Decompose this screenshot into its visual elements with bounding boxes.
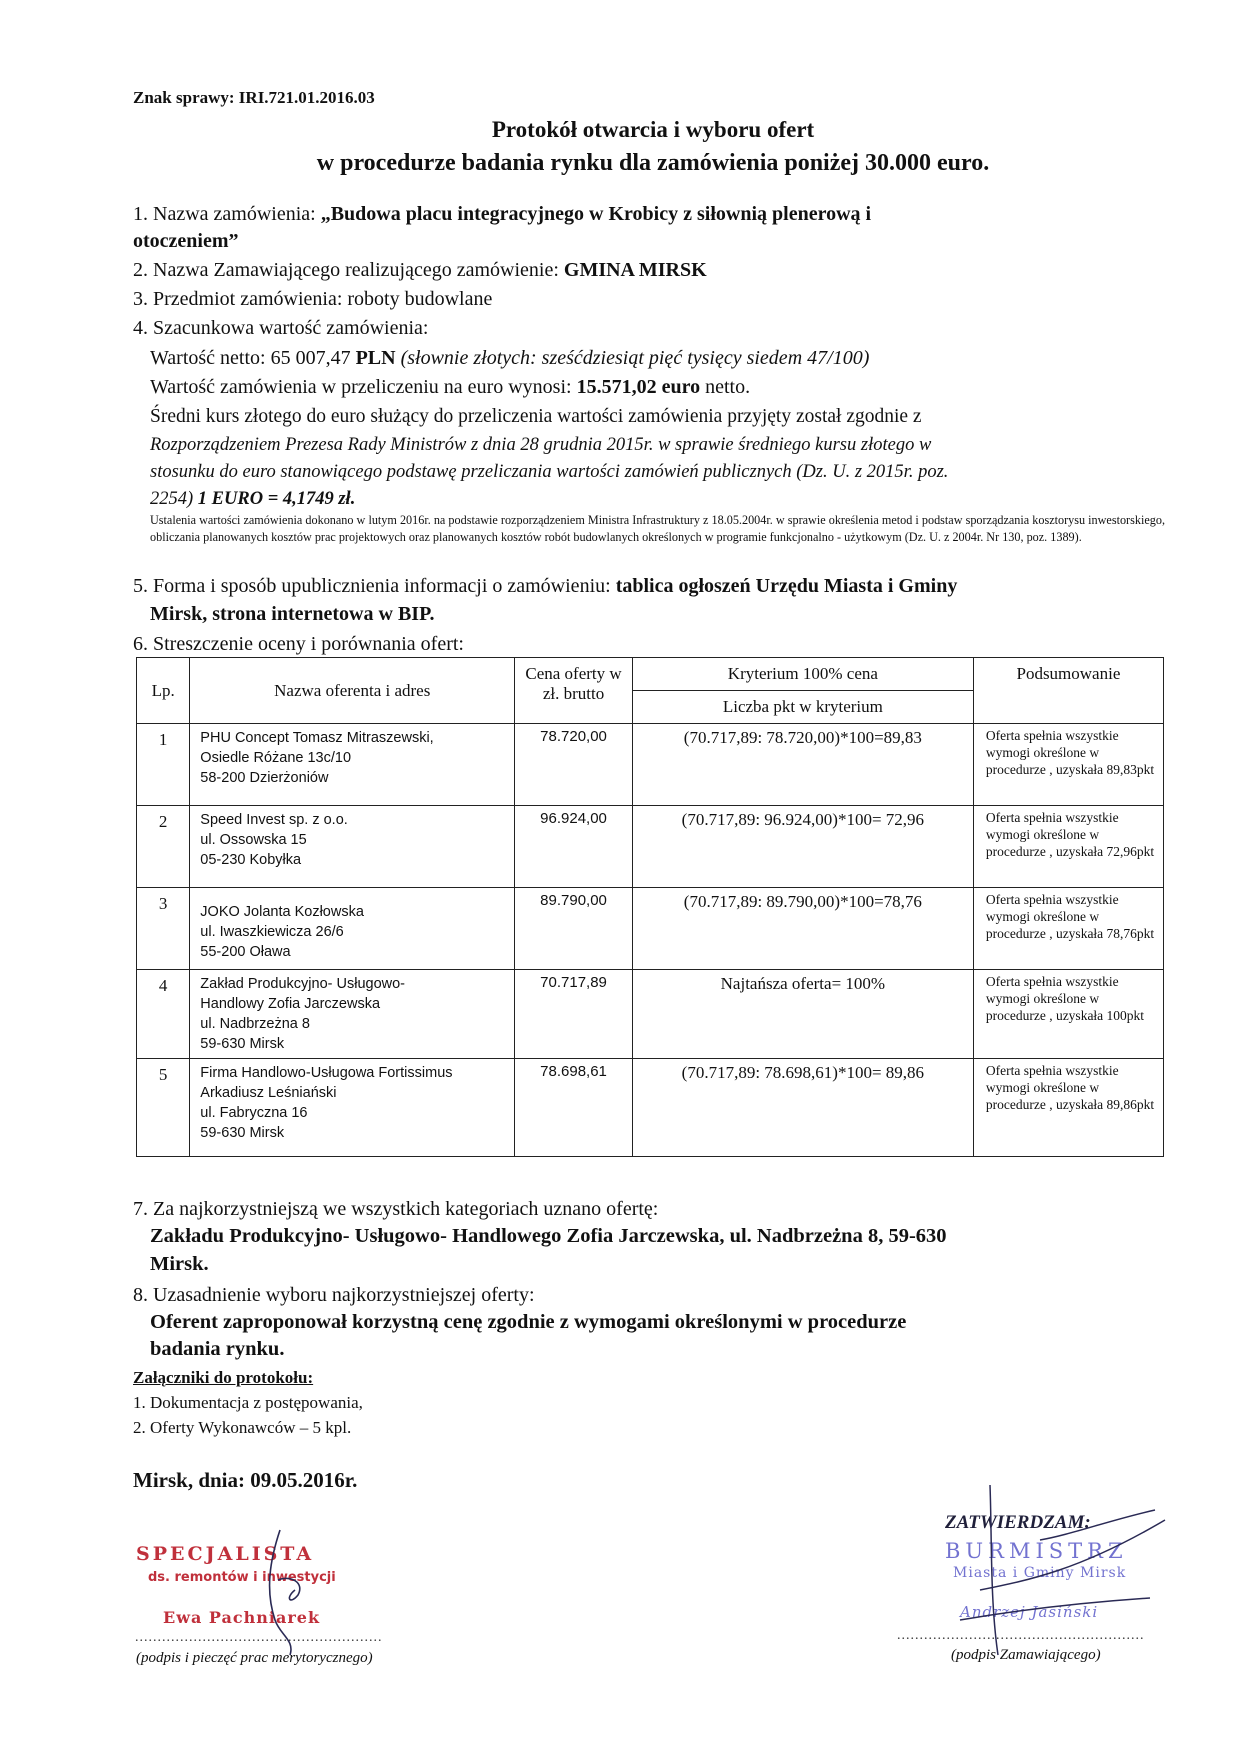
section-7-value: Zakładu Produkcyjno- Usługowo- Handlowego Zofia Jarczewska, ul. Nadbrzeżna 8, 59-630 bbox=[150, 1225, 947, 1247]
euro-value-line bbox=[150, 375, 1165, 399]
euro-value-label: Wartość zamówienia w przeliczeniu na euro wynosi: bbox=[150, 376, 577, 398]
attachment-item: 1. Dokumentacja z postępowania, bbox=[133, 1393, 363, 1412]
document-subtitle: w procedurze badania rynku dla zamówienia poniżej 30.000 euro. bbox=[316, 150, 990, 176]
row-lp: 2 bbox=[137, 806, 190, 888]
row-lp: 5 bbox=[137, 1059, 190, 1157]
attachment-item: 2. Oferty Wykonawców – 5 kpl. bbox=[133, 1418, 352, 1437]
euro-value-suffix: netto. bbox=[700, 376, 751, 398]
rate-regulation-ref: 2254) bbox=[150, 489, 198, 509]
left-signature-caption: (podpis i pieczęć prac merytorycznego) bbox=[136, 1650, 373, 1666]
row-lp: 1 bbox=[137, 724, 190, 806]
header-summary: Podsumowanie bbox=[973, 658, 1163, 724]
rate-line-2: Rozporządzeniem Prezesa Rady Ministrów z dnia 28 grudnia 2015r. w sprawie średniego kursu złotego w bbox=[150, 435, 932, 455]
section-1-value-cont: otoczeniem” bbox=[133, 230, 239, 252]
row-points: (70.717,89: 89.790,00)*100=78,76 bbox=[632, 888, 973, 970]
mayor-stamp-subtitle: Miasta i Gminy Mirsk bbox=[953, 1565, 1127, 1581]
row-summary: Oferta spełnia wszystkie wymogi określone w procedurze , uzyskała 100pkt bbox=[973, 970, 1163, 1059]
mayor-stamp-title: BURMISTRZ bbox=[945, 1539, 1128, 1563]
section-8-value-cont: badania rynku. bbox=[150, 1338, 285, 1360]
rate-line-3: stosunku do euro stanowiącego podstawę przeliczania wartości zamówień publicznych (Dz. U. z 2015r. poz. bbox=[150, 462, 949, 482]
attachments-heading: Załączniki do protokołu: bbox=[133, 1368, 314, 1387]
section-2-label: 2. Nazwa Zamawiającego realizującego zamówienie: bbox=[133, 259, 564, 281]
row-bidder: JOKO Jolanta Kozłowska ul. Iwaszkiewicza 26/6 55-200 Oława bbox=[190, 888, 515, 970]
net-value-currency: PLN bbox=[355, 347, 396, 369]
row-bidder: Speed Invest sp. z o.o. ul. Ossowska 15 05-230 Kobyłka bbox=[190, 806, 515, 888]
section-6-label: 6. Streszczenie oceny i porównania ofert: bbox=[133, 633, 464, 655]
table-row bbox=[137, 724, 1164, 806]
row-lp: 3 bbox=[137, 888, 190, 970]
section-2 bbox=[133, 258, 1163, 282]
exchange-rate: 1 EURO = 4,1749 zł. bbox=[197, 489, 356, 509]
table-row bbox=[137, 1059, 1164, 1157]
row-lp: 4 bbox=[137, 970, 190, 1059]
table-row bbox=[137, 888, 1164, 970]
offers-table bbox=[136, 657, 1164, 1157]
mayor-stamp-name: Andrzej Jasiński bbox=[960, 1603, 1099, 1621]
rate-line-4 bbox=[150, 487, 1165, 511]
section-1 bbox=[133, 202, 1163, 226]
section-7-label: 7. Za najkorzystniejszą we wszystkich kategoriach uznano ofertę: bbox=[133, 1198, 659, 1220]
row-bidder: Firma Handlowo-Usługowa Fortissimus Arkadiusz Leśniański ul. Fabryczna 16 59-630 Mirsk bbox=[190, 1059, 515, 1157]
case-number: Znak sprawy: IRI.721.01.2016.03 bbox=[133, 88, 375, 107]
valuation-note: Ustalenia wartości zamówienia dokonano w lutym 2016r. na podstawie rozporządzeniem Ministra Infrastruktury z 18.05.2004r. w sprawie określenia metod i podstaw sporządzania kosztorysu inwestorskiego, obliczania planowanych kosztów prac projektowych oraz planowanych kosztów robót budowlanych określonych w programie funkcjonalno - użytkowym (Dz. U. z 2004r. Nr 130, poz. 1389). bbox=[150, 513, 1165, 544]
header-criterion: Kryterium 100% cena bbox=[632, 658, 973, 691]
section-4-label: 4. Szacunkowa wartość zamówienia: bbox=[133, 317, 429, 339]
row-points: (70.717,89: 96.924,00)*100= 72,96 bbox=[632, 806, 973, 888]
specialist-stamp-name: Ewa Pachniarek bbox=[163, 1608, 321, 1627]
euro-value: 15.571,02 euro bbox=[576, 376, 701, 398]
net-value-label: Wartość netto: 65 007,47 bbox=[150, 347, 356, 369]
row-summary: Oferta spełnia wszystkie wymogi określone w procedurze , uzyskała 89,83pkt bbox=[973, 724, 1163, 806]
section-5-value: tablica ogłoszeń Urzędu Miasta i Gminy bbox=[615, 575, 958, 597]
row-price: 70.717,89 bbox=[515, 970, 633, 1059]
header-points: Liczba pkt w kryterium bbox=[632, 691, 973, 724]
row-price: 89.790,00 bbox=[515, 888, 633, 970]
section-7-value-cont: Mirsk. bbox=[150, 1253, 209, 1275]
header-price: Cena oferty w zł. brutto bbox=[515, 658, 633, 724]
document-title: Protokół otwarcia i wyboru ofert bbox=[491, 117, 815, 142]
row-points: (70.717,89: 78.720,00)*100=89,83 bbox=[632, 724, 973, 806]
header-name: Nazwa oferenta i adres bbox=[190, 658, 515, 724]
row-points: (70.717,89: 78.698,61)*100= 89,86 bbox=[632, 1059, 973, 1157]
row-summary: Oferta spełnia wszystkie wymogi określone w procedurze , uzyskała 72,96pkt bbox=[973, 806, 1163, 888]
row-bidder: PHU Concept Tomasz Mitraszewski, Osiedle Różane 13c/10 58-200 Dzierżoniów bbox=[190, 724, 515, 806]
row-price: 78.698,61 bbox=[515, 1059, 633, 1157]
right-signature-caption: (podpis Zamawiającego) bbox=[951, 1647, 1101, 1663]
left-signature-dots: ....................................................... bbox=[135, 1630, 383, 1645]
row-summary: Oferta spełnia wszystkie wymogi określone w procedurze , uzyskała 89,86pkt bbox=[973, 1059, 1163, 1157]
row-points: Najtańsza oferta= 100% bbox=[632, 970, 973, 1059]
row-bidder: Zakład Produkcyjno- Usługowo- Handlowy Zofia Jarczewska ul. Nadbrzeżna 8 59-630 Mirsk bbox=[190, 970, 515, 1059]
section-1-value: „Budowa placu integracyjnego w Krobicy z siłownią plenerową i bbox=[320, 203, 872, 225]
section-8-label: 8. Uzasadnienie wyboru najkorzystniejszej oferty: bbox=[133, 1284, 535, 1306]
section-1-label: 1. Nazwa zamówienia: bbox=[133, 203, 321, 225]
row-price: 96.924,00 bbox=[515, 806, 633, 888]
rate-line-1: Średni kurs złotego do euro służący do przeliczenia wartości zamówienia przyjęty został zgodnie z bbox=[150, 406, 922, 427]
section-3: 3. Przedmiot zamówienia: roboty budowlane bbox=[133, 288, 493, 310]
section-5-value-cont: Mirsk, strona internetowa w BIP. bbox=[150, 603, 435, 625]
right-signature-dots: ....................................................... bbox=[897, 1628, 1145, 1643]
table-row bbox=[137, 806, 1164, 888]
section-2-value: GMINA MIRSK bbox=[563, 259, 707, 281]
section-8-value: Oferent zaproponował korzystną cenę zgodnie z wymogami określonymi w procedurze bbox=[150, 1311, 907, 1333]
specialist-stamp-title: SPECJALISTA bbox=[136, 1543, 315, 1565]
date-line: Mirsk, dnia: 09.05.2016r. bbox=[133, 1468, 358, 1492]
row-summary: Oferta spełnia wszystkie wymogi określone w procedurze , uzyskała 78,76pkt bbox=[973, 888, 1163, 970]
row-price: 78.720,00 bbox=[515, 724, 633, 806]
net-value-words: (słownie złotych: sześćdziesiąt pięć tysięcy siedem 47/100) bbox=[395, 347, 870, 369]
section-5 bbox=[133, 574, 1163, 598]
specialist-stamp-subtitle: ds. remontów i inwestycji bbox=[148, 1570, 336, 1585]
section-5-label: 5. Forma i sposób upublicznienia informacji o zamówieniu: bbox=[133, 575, 616, 597]
approved-label: ZATWIERDZAM: bbox=[945, 1512, 1091, 1533]
table-row bbox=[137, 970, 1164, 1059]
header-lp: Lp. bbox=[137, 658, 190, 724]
net-value-line bbox=[150, 346, 1165, 370]
